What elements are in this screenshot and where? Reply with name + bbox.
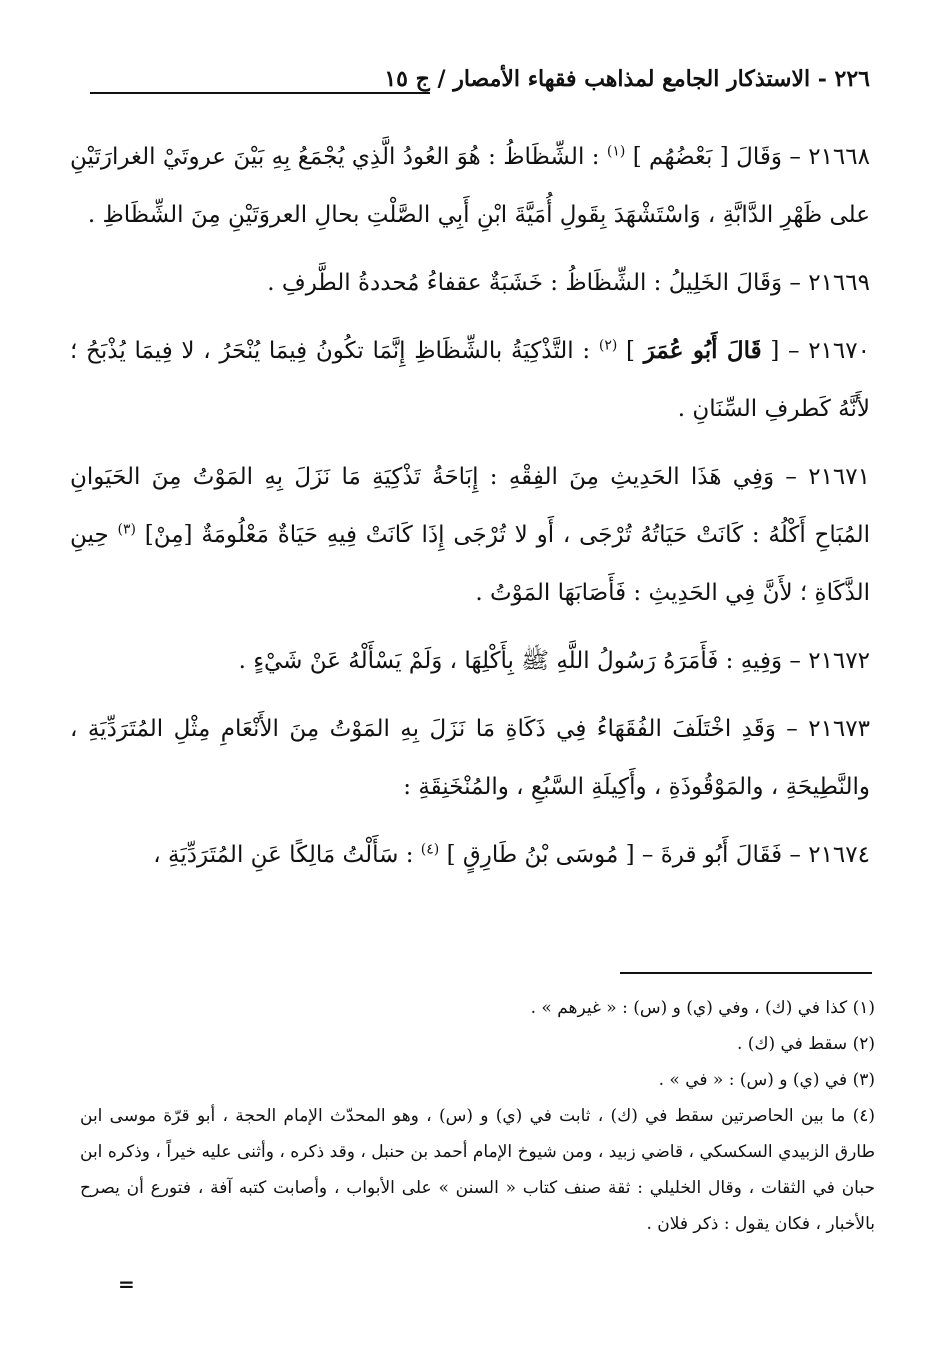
- paragraph-number: ٢١٦٦٨: [808, 144, 870, 170]
- emphasis-text: قَالَ أَبُو عُمَرَ: [643, 337, 762, 364]
- footnote-separator: [620, 972, 872, 974]
- paragraph-number: ٢١٦٧٤: [808, 842, 870, 868]
- footnote-2: (٢) سقط في (ك) .: [737, 1034, 875, 1054]
- paragraph: [70, 700, 870, 816]
- paragraph-text: : التَّذْكِيَةُ بالشِّظَاظِ إِنَّمَا تكُونُ فِيمَا يُنْحَرُ ، لا فِيمَا يُذْبَحُ ؛ لأَنَّهُ كَطرفِ السِّنَانِ .: [70, 338, 870, 422]
- paragraph-text: : سَأَلْتُ مَالِكًا عَنِ المُتَرَدِّيَةِ ،: [153, 842, 421, 868]
- footnote-ref: (١): [606, 143, 626, 160]
- paragraph-text: : الشِّظَاظُ : هُوَ العُودُ الَّذِي يُجْمَعُ بِهِ بَيْنَ عروتَيْ الغرارَتَيْنِ على ظَهْرِ الدَّابَّةِ ، وَاسْتَشْهَدَ بِقَولِ أُمَيَّةَ ابْنِ أَبِي الصَّلْتِ بحالِ العروَتَيْنِ مِنَ الشِّظَاظِ .: [70, 144, 870, 228]
- paragraph: [70, 448, 870, 622]
- paragraph-number: ٢١٦٧٣: [808, 716, 870, 742]
- footnotes: [80, 990, 875, 1242]
- paragraph-text: – وَفِيهِ : فَأَمَرَهُ رَسُولُ اللَّهِ ﷺ بِأَكْلِهَا ، وَلَمْ يَسْأَلْهُ عَنْ شَيْءٍ .: [238, 648, 809, 674]
- paragraph-text: – [: [761, 338, 809, 364]
- paragraph: [70, 322, 870, 438]
- paragraph-number: ٢١٦٧١: [808, 464, 870, 490]
- footnote-ref: (٣): [117, 521, 136, 538]
- paragraph-text: – وَقَدِ اخْتَلَفَ الفُقَهَاءُ فِي ذَكَاةِ مَا نَزَلَ بِهِ المَوْتُ مِنَ الأَنْعَامِ مِثْلِ المُتَرَدِّيَةِ ، والنَّطِيحَةِ ، والمَوْقُوذَةِ ، وأَكِيلَةِ السَّبُعِ ، والمُنْخَنِقَةِ :: [70, 716, 870, 800]
- paragraph-text: ]: [617, 338, 644, 364]
- footnote-ref: (٢): [598, 337, 618, 354]
- footnote-1: (١) كذا في (ك) ، وفي (ي) و (س) : « غيرهم » .: [530, 998, 875, 1018]
- paragraph: [70, 826, 870, 884]
- paragraph: [70, 632, 870, 690]
- footnote-ref: (٤): [420, 841, 440, 858]
- paragraph-text: – فَقَالَ أَبُو قرةَ – [ مُوسَى بْنُ طَارِقٍ ]: [439, 842, 809, 868]
- footnote-3: (٣) في (ي) و (س) : « في » .: [658, 1070, 875, 1090]
- paragraph: [70, 128, 870, 244]
- paragraph-text: – وَقَالَ [ بَعْضُهُم ]: [625, 144, 809, 170]
- continuation-mark: =: [118, 1272, 135, 1296]
- main-text: [70, 128, 870, 894]
- paragraph: [70, 254, 870, 312]
- paragraph-text: – وَقَالَ الخَلِيلُ : الشِّظَاظُ : خَشَبَةٌ عقفاءُ مُحددةُ الطَّرفِ .: [267, 270, 809, 296]
- header-rule: [90, 92, 430, 94]
- footnote-4: (٤) ما بين الحاصرتين سقط في (ك) ، ثابت في (ي) و (س) ، وهو المحدّث الإمام الحجة ، أبو قرّة موسى ابن طارق الزبيدي السكسكي ، قاضي زبيد ، ومن شيوخ الإمام أحمد بن حنبل ، وقد ذكره ، وأثنى عليه خيراً ، وذكره ابن حبان في الثقات ، وقال الخليلي : ثقة صنف كتاب « السنن » على الأبواب ، وأصابت كتبه آفة ، فتورع أن يصرح بالأخبار ، فكان يقول : ذكر فلان .: [80, 1106, 875, 1234]
- paragraph-text: حِينِ الذَّكَاةِ ؛ لأَنَّ فِي الحَدِيثِ : فَأَصَابَهَا المَوْتُ .: [70, 522, 870, 606]
- header-text: ٢٢٦ - الاستذكار الجامع لمذاهب فقهاء الأمصار / ج ١٥: [384, 66, 870, 92]
- paragraph-number: ٢١٦٧٢: [808, 648, 870, 674]
- paragraph-number: ٢١٦٦٩: [808, 270, 870, 296]
- paragraph-number: ٢١٦٧٠: [808, 338, 870, 364]
- paragraph-text: – وَفِي هَذَا الحَدِيثِ مِنَ الفِقْهِ : إِبَاحَةُ تَذْكِيَةِ مَا نَزَلَ بِهِ المَوْتُ مِنَ الحَيَوانِ المُبَاحِ أَكْلُهُ : كَانَتْ حَيَاتُهُ تُرْجَى ، أَو لا تُرْجَى إِذَا كَانَتْ فِيهِ حَيَاةٌ مَعْلُومَةٌ [مِنْ]: [70, 464, 871, 548]
